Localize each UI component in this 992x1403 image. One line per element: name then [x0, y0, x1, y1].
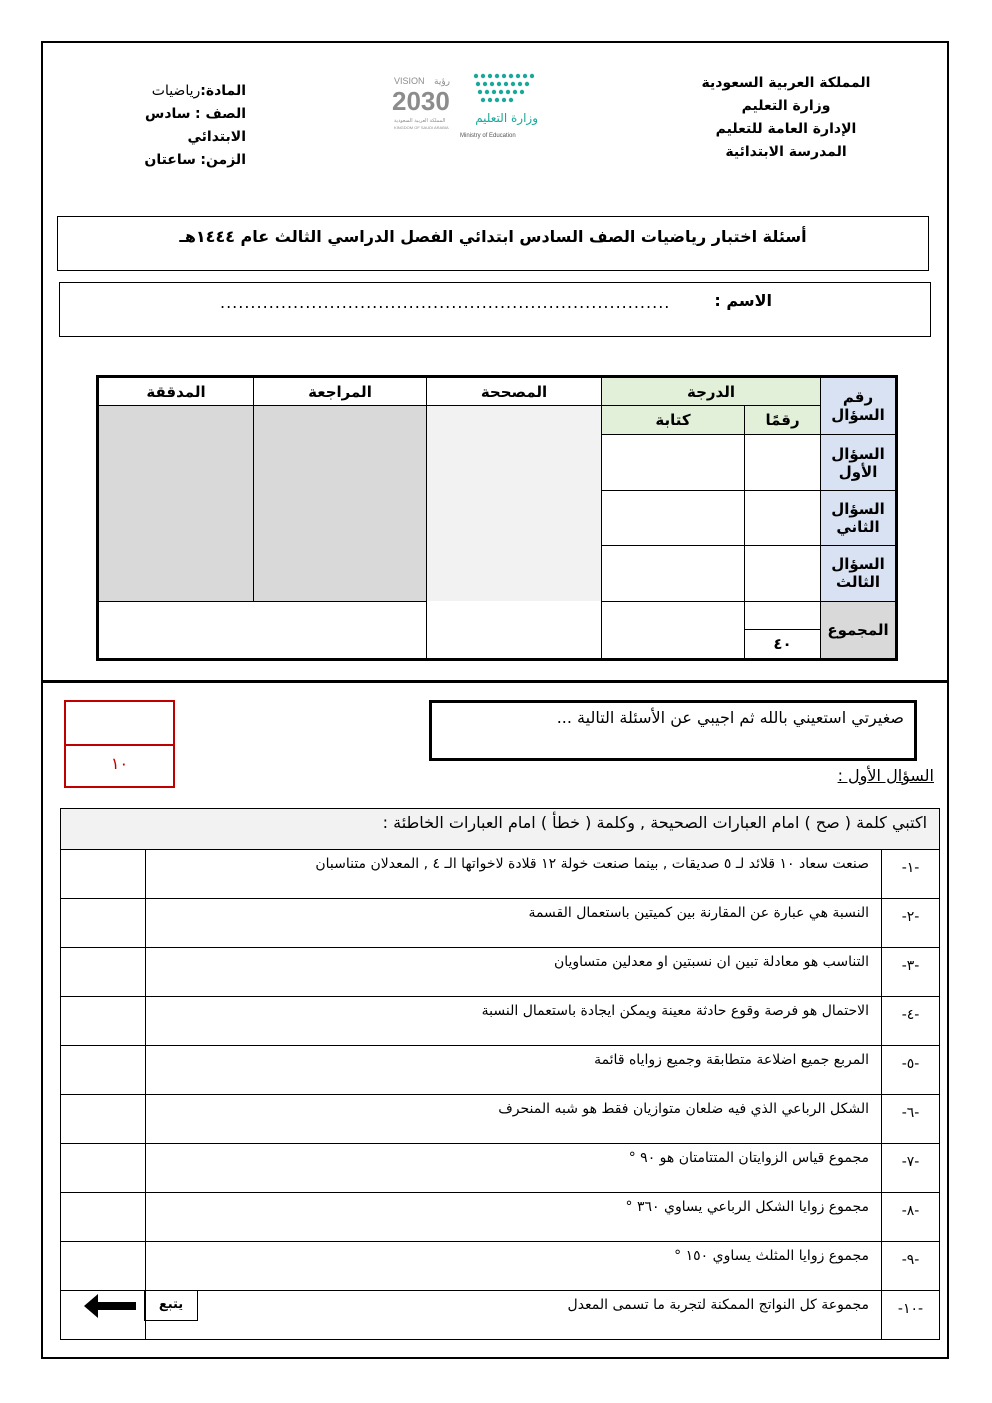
- q2-digits-cell[interactable]: [745, 490, 821, 545]
- answer-cell[interactable]: [61, 1095, 146, 1144]
- answer-cell[interactable]: [61, 997, 146, 1046]
- header-line-ministry: وزارة التعليم: [741, 98, 831, 114]
- answer-cell[interactable]: [61, 1144, 146, 1193]
- header-line-admin: الإدارة العامة للتعليم: [715, 121, 857, 137]
- statement-text: الاحتمال هو فرصة وقوع حادثة معينة ويمكن ايجادة باستعمال النسبة: [146, 997, 882, 1046]
- answer-cell[interactable]: [61, 850, 146, 899]
- reviewer-cell[interactable]: [254, 406, 427, 601]
- statement-text: المربع جميع اضلاعة متطابقة وجميع زواياه قائمة: [146, 1046, 882, 1095]
- exam-title: أسئلة اختبار رياضيات الصف السادس ابتدائي الفصل الدراسي الثالث عام ١٤٤٤هـ: [57, 216, 929, 271]
- statement-row: [61, 850, 940, 899]
- statement-text: الشكل الرباعي الذي فيه ضلعان متوازيان فقط هو شبه المنحرف: [146, 1095, 882, 1144]
- grade-line: [90, 103, 246, 149]
- q1-digits-cell[interactable]: [745, 435, 821, 490]
- statement-text: مجموع زوايا الشكل الرباعي يساوي ٣٦٠ °: [146, 1193, 882, 1242]
- name-field[interactable]: ..........................................................................: [220, 293, 671, 312]
- question1-prompt: اكتبي كلمة ( صح ) امام العبارات الصحيحة , وكلمة ( خطأ ) امام العبارات الخاطئة :: [61, 809, 940, 850]
- statement-row: [61, 997, 940, 1046]
- q2-words-cell[interactable]: [602, 490, 745, 545]
- grade-label: الصف :: [195, 106, 246, 122]
- student-name-box: [59, 282, 931, 337]
- q2-label: [821, 490, 897, 545]
- arrow-left-icon: [84, 1294, 136, 1318]
- statement-number: -٢-: [882, 899, 940, 948]
- reviewer-header: المراجعة: [254, 377, 427, 406]
- total-value: ٤٠: [773, 634, 792, 653]
- statement-row: [61, 1095, 940, 1144]
- logo-kingdom-en: KINGDOM OF SAUDI ARABIA: [394, 125, 449, 130]
- next-page-label: يتبع: [144, 1290, 198, 1321]
- true-false-table: [60, 808, 940, 1340]
- statement-text: النسبة هي عبارة عن المقارنة بين كميتين باستعمال القسمة: [146, 899, 882, 948]
- total-label: المجموع: [821, 601, 897, 659]
- statement-row: [61, 899, 940, 948]
- statement-number: -١٠-: [882, 1291, 940, 1340]
- q3-label: [821, 546, 897, 601]
- answer-cell[interactable]: [61, 1242, 146, 1291]
- logo-vision-text: VISION: [394, 76, 425, 86]
- q3-words-cell[interactable]: [602, 546, 745, 601]
- question-score-box: [64, 700, 175, 788]
- logo-ministry-en: Ministry of Education: [460, 133, 516, 139]
- q1-label: [821, 435, 897, 490]
- statement-row: [61, 1046, 940, 1095]
- name-label: الاسم :: [714, 291, 772, 310]
- statement-row: [61, 1242, 940, 1291]
- statement-number: -٨-: [882, 1193, 940, 1242]
- auditor-cell[interactable]: [98, 406, 254, 601]
- statement-text: مجموعة كل النواتج الممكنة لتجربة ما تسمى المعدل: [146, 1291, 882, 1340]
- q2-label-line1: السؤال: [831, 499, 885, 518]
- q1-words-cell[interactable]: [602, 435, 745, 490]
- header-exam-info: [90, 80, 246, 172]
- subject-line: [90, 80, 246, 103]
- total-digits-input[interactable]: [745, 602, 820, 630]
- statement-number: -٦-: [882, 1095, 940, 1144]
- answer-cell[interactable]: [61, 948, 146, 997]
- logo-ministry-ar: وزارة التعليم: [475, 111, 538, 125]
- score-max-value: ١٠: [110, 754, 129, 773]
- q3-digits-cell[interactable]: [745, 546, 821, 601]
- answer-cell[interactable]: [61, 899, 146, 948]
- section-divider: [41, 680, 949, 683]
- ministry-logo: [388, 70, 548, 142]
- q2-label-line2: الثاني: [836, 517, 880, 536]
- statement-row: [61, 1144, 940, 1193]
- logo-kingdom-ar: المملكة العربية السعودية: [394, 118, 446, 124]
- words-header: كتابة: [602, 406, 745, 435]
- time-label: الزمن:: [200, 152, 246, 168]
- logo-year: 2030: [392, 86, 450, 116]
- q3-label-line2: الثالث: [835, 573, 881, 592]
- header-line-school: المدرسة الابتدائية: [725, 144, 847, 160]
- answer-cell[interactable]: [61, 1193, 146, 1242]
- header-line-kingdom: المملكة العربية السعودية: [701, 75, 871, 91]
- statement-text: صنعت سعاد ١٠ قلائد لـ ٥ صديقات , بينما صنعت خولة ١٢ قلادة لاخواتها الـ ٤ , المعدلان متناسبان: [146, 850, 882, 899]
- q1-label-line1: السؤال: [831, 444, 885, 463]
- corrector-header: المصححة: [427, 377, 602, 406]
- statement-number: -١-: [882, 850, 940, 899]
- statement-text: مجموع زوايا المثلث يساوي ١٥٠ °: [146, 1242, 882, 1291]
- q3-label-line1: السؤال: [831, 555, 885, 574]
- q-number-header-line2: السؤال: [831, 406, 885, 425]
- statement-row: [61, 948, 940, 997]
- total-digits-cell: [745, 601, 821, 659]
- statement-text: مجموع قياس الزوايتان المتتامتان هو ٩٠ °: [146, 1144, 882, 1193]
- statement-number: -٧-: [882, 1144, 940, 1193]
- digits-header: رقمًا: [745, 406, 821, 435]
- score-divider: [66, 744, 173, 746]
- statement-number: -٤-: [882, 997, 940, 1046]
- logo-vision-ar: رؤية: [434, 77, 451, 87]
- time-value: ساعتان: [144, 152, 196, 168]
- statement-row: [61, 1193, 940, 1242]
- statement-number: -٥-: [882, 1046, 940, 1095]
- question1-title: السؤال الأول :: [837, 766, 934, 785]
- q1-label-line2: الأول: [838, 462, 878, 481]
- statement-text: التناسب هو معادلة تبين ان نسبتين او معدلين متساويان: [146, 948, 882, 997]
- q-number-header: [821, 377, 897, 435]
- q-number-header-line1: رقم: [842, 388, 874, 407]
- grade-table: [96, 375, 898, 661]
- statement-number: -٩-: [882, 1242, 940, 1291]
- auditor-header: المدققة: [98, 377, 254, 406]
- instruction-box: صغيرتي استعيني بالله ثم اجيبي عن الأسئلة التالية ...: [429, 700, 917, 761]
- total-words-cell[interactable]: [98, 601, 745, 659]
- header-institution: [676, 72, 896, 164]
- grade-value: سادس الابتدائي: [145, 106, 246, 145]
- subject-label: المادة:: [200, 83, 246, 99]
- statement-number: -٣-: [882, 948, 940, 997]
- subject-value: رياضيات: [151, 83, 201, 99]
- score-header: الدرجة: [602, 377, 821, 406]
- answer-cell[interactable]: [61, 1046, 146, 1095]
- logo-dots-icon: [474, 74, 534, 102]
- time-line: [90, 149, 246, 172]
